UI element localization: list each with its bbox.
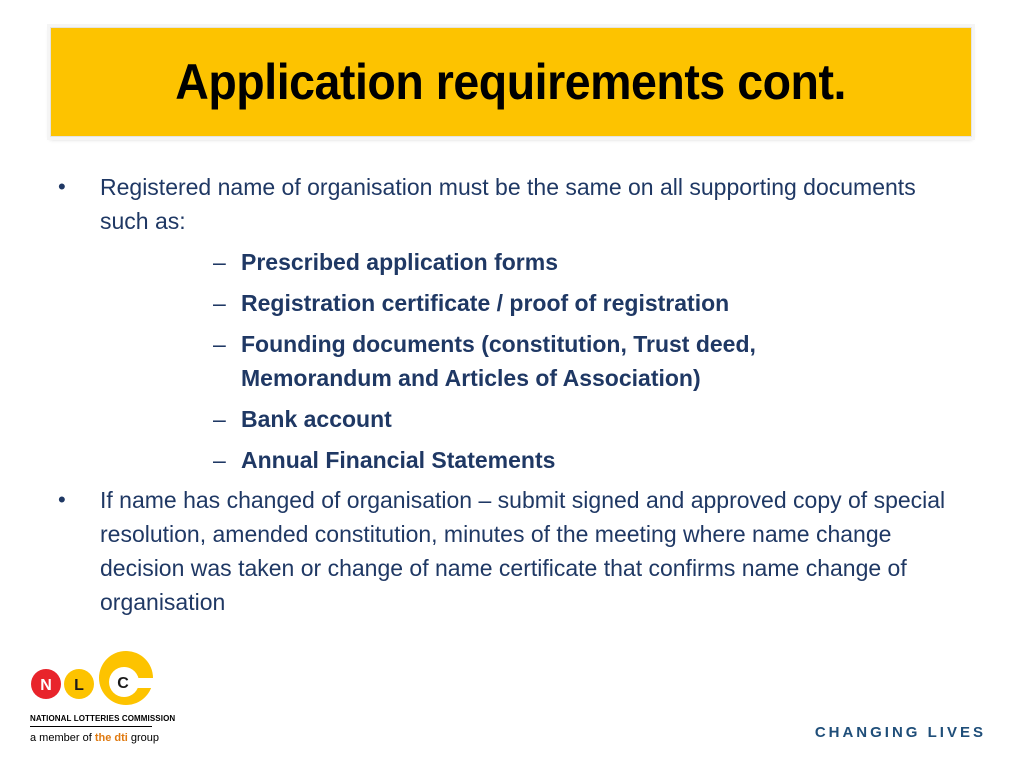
dash-icon: – <box>213 249 226 275</box>
dash-icon: – <box>213 447 226 473</box>
slide-body <box>0 170 1024 619</box>
logo-member-prefix: a member of <box>30 732 95 744</box>
sub-item <box>0 402 1024 436</box>
tagline: CHANGING LIVES <box>814 724 986 741</box>
dash-icon: – <box>213 406 226 432</box>
logo-name: NATIONAL LOTTERIES COMMISSION <box>30 714 176 723</box>
title-banner <box>50 27 972 137</box>
logo-letter-l: L <box>74 677 84 694</box>
logo-letter-n: N <box>40 677 52 694</box>
sub-item-text: Bank account <box>241 406 392 432</box>
logo-divider <box>30 726 152 727</box>
sub-item <box>0 286 1024 320</box>
dash-icon: – <box>213 331 226 357</box>
slide-title: Application requirements cont. <box>175 54 847 110</box>
sub-item-text: Founding documents (constitution, Trust deed, Memorandum and Articles of Association) <box>241 331 756 391</box>
sub-item-text: Registration certificate / proof of registration <box>241 290 730 316</box>
bullet-text: Registered name of organisation must be the same on all supporting documents such as: <box>100 174 916 234</box>
logo-member-group: the dti <box>94 732 128 744</box>
bullet-item <box>0 170 1024 238</box>
bullet-dot-icon: • <box>58 174 66 199</box>
logo-member-line <box>30 732 159 744</box>
bullet-dot-icon: • <box>58 487 66 512</box>
sub-item <box>0 443 1024 477</box>
sub-item-text: Annual Financial Statements <box>241 447 556 473</box>
sub-item <box>0 245 1024 279</box>
bullet-item <box>0 483 1024 619</box>
logo-letter-c: C <box>117 675 129 692</box>
dash-icon: – <box>213 290 226 316</box>
sub-item <box>0 327 1024 395</box>
bullet-text: If name has changed of organisation – submit signed and approved copy of special resolution, amended constitution, minutes of the meeting where name change decision was taken or change of name certificate that confirms name change of organisation <box>100 487 946 615</box>
logo-member-suffix: group <box>127 732 160 744</box>
sub-item-text: Prescribed application forms <box>241 249 558 275</box>
logo-c-gap <box>132 678 158 688</box>
